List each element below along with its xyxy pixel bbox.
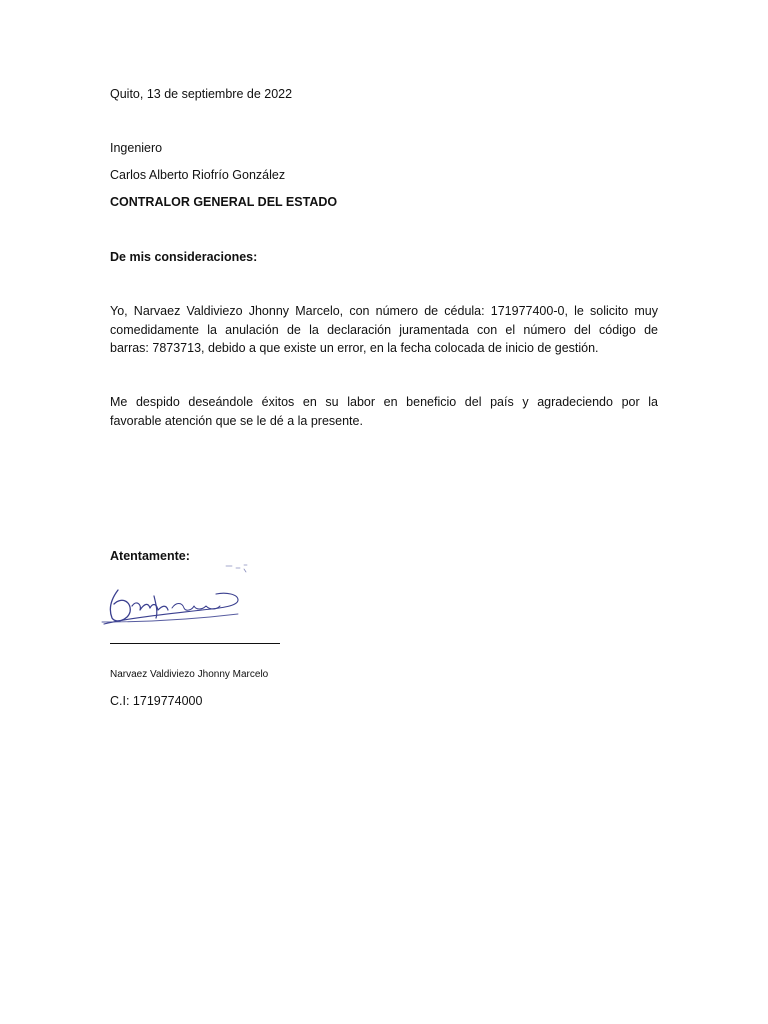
body-paragraph-1 (110, 302, 658, 358)
signer-id: C.I: 1719774000 (110, 694, 203, 708)
closing: Atentamente: (110, 549, 190, 563)
body-paragraph-1-line: Yo, Narvaez Valdiviezo Jhonny Marcelo, con número de cédula: 171977400-0, le solicito muy (110, 304, 658, 318)
recipient-position: CONTRALOR GENERAL DEL ESTADO (110, 195, 338, 209)
greeting: De mis consideraciones: (110, 250, 258, 264)
body-paragraph-1-line: barras: 7873713, debido a que existe un error, en la fecha colocada de inicio de gestión. (110, 341, 599, 355)
body-paragraph-1-line: comedidamente la anulación de la declaración juramentada con el número del código de (110, 322, 658, 337)
signer-name: Narvaez Valdiviezo Jhonny Marcelo (110, 669, 269, 680)
body-paragraph-2 (110, 393, 658, 430)
body-paragraph-2-line: Me despido deseándole éxitos en su labor en beneficio del país y agradeciendo por la (110, 395, 658, 409)
recipient-title: Ingeniero (110, 141, 163, 155)
body-paragraph-2-line: favorable atención que se le dé a la presente. (110, 413, 363, 428)
place-date: Quito, 13 de septiembre de 2022 (110, 87, 293, 101)
handwritten-signature-icon (98, 560, 258, 632)
recipient-name: Carlos Alberto Riofrío González (110, 168, 286, 182)
signature-line (110, 643, 280, 644)
